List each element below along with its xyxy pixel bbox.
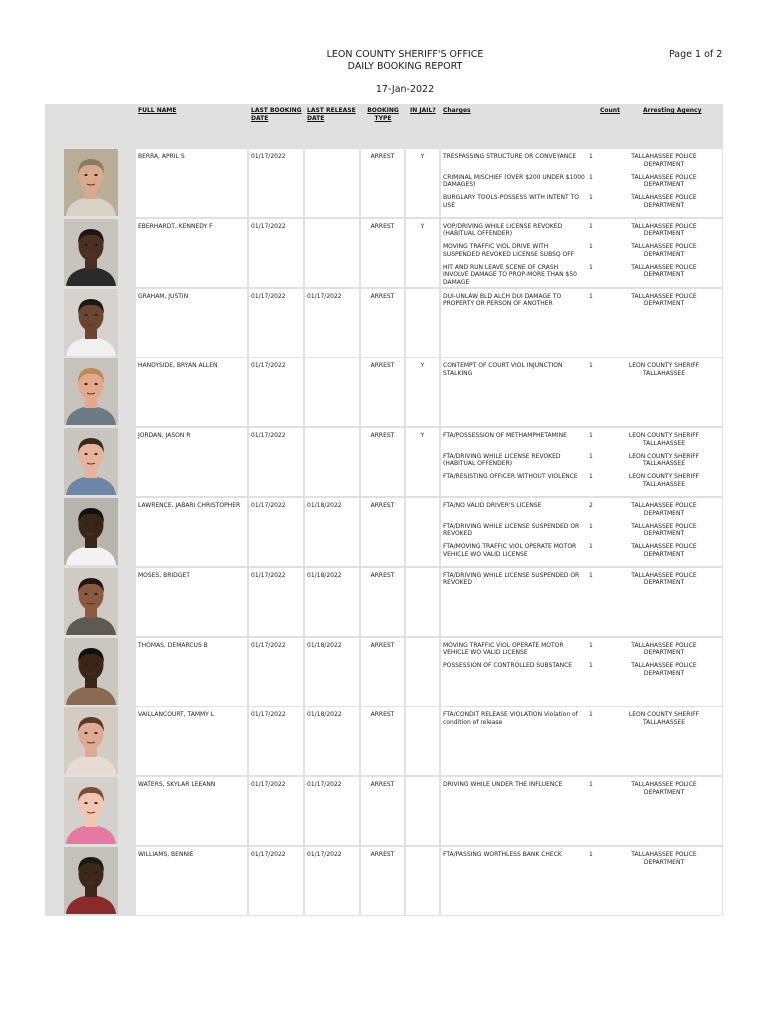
table-row: [45, 357, 723, 427]
mugshot-image: [64, 707, 118, 774]
table-row: [45, 427, 723, 497]
in-jail-cell: [406, 149, 439, 217]
photo-left-eye: [84, 314, 87, 316]
full-name-cell: [136, 428, 247, 496]
office-name: LEON COUNTY SHERIFF'S OFFICE: [326, 49, 484, 60]
report-date: 17-Jan-2022: [375, 84, 435, 95]
arresting-agency-text: TALLAHASSEE POLICE DEPARTMENT: [631, 522, 697, 537]
charge-count: 1: [589, 263, 593, 271]
charge-text: FTA/RESISTING OFFICER WITHOUT VIOLENCE: [443, 473, 578, 481]
mugshot-photo: [64, 219, 118, 286]
booking-type-text: ARREST: [370, 362, 395, 370]
arresting-agency-text: TALLAHASSEE POLICE DEPARTMENT: [631, 292, 697, 308]
full-name-text: MOSES, BRIDGET: [138, 571, 190, 579]
last-booking-date-cell: [249, 777, 303, 845]
arresting-agency-text: LEON COUNTY SHERIFF TALLAHASSEE: [628, 711, 700, 726]
full-name-text: VAILLANCOURT, TAMMY L: [138, 711, 215, 719]
last-release-date-text: 01/18/2022: [307, 571, 342, 579]
full-name-cell: [136, 847, 247, 915]
last-booking-date-cell: [249, 707, 303, 775]
charge-count: 1: [589, 543, 593, 550]
mugshot-image: [64, 428, 118, 495]
charge-count: 1: [589, 522, 593, 530]
page-number: Page 1 of 2: [669, 49, 723, 60]
last-booking-date-text: 01/17/2022: [251, 292, 286, 300]
last-booking-date-text: 01/17/2022: [251, 432, 286, 440]
booking-type-cell: [361, 568, 404, 636]
photo-right-eye: [94, 523, 97, 525]
full-name-cell: [136, 707, 247, 775]
charges-cell: [441, 219, 722, 287]
mugshot-image: [64, 847, 118, 914]
full-name-cell: [136, 289, 247, 357]
in-jail-cell: [406, 428, 439, 496]
arresting-agency-text: TALLAHASSEE POLICE DEPARTMENT: [631, 571, 697, 587]
charge-text: MOVING TRAFFIC VIOL OPERATE MOTOR VEHICLE WO VALID LICENSE: [443, 641, 564, 657]
mugshot-image: [64, 289, 118, 356]
charge-text: FTA/DRIVING WHILE LICENSE SUSPENDED OR REVOKED: [443, 571, 580, 587]
last-booking-date-cell: [249, 219, 303, 287]
charges-cell: [441, 428, 722, 496]
full-name-text: HANDYSIDE, BRYAN ALLEN: [138, 362, 218, 370]
full-name-cell: [136, 219, 247, 287]
charge-text: FTA/PASSING WORTHLESS BANK CHECK: [443, 851, 562, 858]
booking-type-cell: [361, 219, 404, 287]
charge-count: 1: [589, 153, 593, 160]
mugshot-image: [64, 777, 118, 844]
booking-type-cell: [361, 289, 404, 357]
charge-count: 1: [589, 711, 593, 719]
last-booking-date-cell: [249, 428, 303, 496]
full-name-text: WILLIAMS, BENNIE: [138, 851, 194, 858]
header-last-release-date: LAST RELEASE DATE: [307, 107, 356, 122]
photo-right-eye: [94, 174, 97, 176]
booking-type-cell: [361, 707, 404, 775]
header-charges: Charges: [443, 107, 471, 114]
booking-type-text: ARREST: [370, 711, 395, 719]
arresting-agency-text: LEON COUNTY SHERIFF TALLAHASSEE: [628, 432, 700, 447]
mugshot-photo: [64, 568, 118, 635]
mugshot-photo: [64, 358, 118, 425]
booking-type-cell: [361, 638, 404, 706]
photo-right-eye: [94, 244, 97, 246]
photo-right-eye: [94, 314, 97, 316]
table-row: [45, 218, 723, 288]
last-release-date-text: 01/18/2022: [307, 641, 342, 649]
charges-cell: [441, 707, 722, 775]
booking-type-text: ARREST: [370, 292, 395, 300]
photo-left-eye: [84, 663, 87, 665]
table-row: [45, 288, 723, 358]
charge-count: 1: [589, 292, 593, 300]
charge-text: BURGLARY TOOLS-POSSESS WITH INTENT TO USE: [443, 194, 579, 209]
last-booking-date-cell: [249, 568, 303, 636]
table-row: [45, 637, 723, 707]
photo-left-eye: [84, 383, 87, 385]
full-name-text: JORDAN, JASON R: [138, 432, 191, 440]
photo-left-eye: [84, 872, 87, 874]
charges-cell: [441, 498, 722, 566]
charge-text: FTA/DRIVING WHILE LICENSE SUSPENDED OR REVOKED: [443, 522, 580, 537]
booking-type-text: ARREST: [370, 851, 395, 858]
charge-text: FTA/POSSESSION OF METHAMPHETAMINE: [443, 432, 567, 440]
full-name-cell: [136, 777, 247, 845]
last-release-date-text: 01/17/2022: [307, 851, 342, 858]
in-jail-cell: [406, 568, 439, 636]
table-row: [45, 567, 723, 637]
charge-count: 1: [589, 641, 593, 649]
photo-left-eye: [84, 453, 87, 455]
full-name-cell: [136, 358, 247, 426]
arresting-agency-text: TALLAHASSEE POLICE DEPARTMENT: [631, 173, 697, 188]
table-row: [45, 148, 723, 218]
last-booking-date-text: 01/17/2022: [251, 502, 286, 509]
booking-type-text: ARREST: [370, 781, 395, 789]
mugshot-image: [64, 149, 118, 216]
charge-text: POSSESSION OF CONTROLLED SUBSTANCE: [443, 662, 573, 670]
photo-left-eye: [84, 593, 87, 595]
in-jail-cell: [406, 707, 439, 775]
full-name-cell: [136, 498, 247, 566]
full-name-text: BERRA, APRIL S: [138, 153, 185, 160]
last-release-date-cell: [305, 638, 359, 706]
photo-right-eye: [94, 802, 97, 804]
charge-text: CONTEMPT OF COURT VIOL INJUNCTION STALKING: [443, 362, 563, 377]
in-jail-text: Y: [420, 362, 425, 370]
charge-count: 1: [589, 662, 593, 670]
last-booking-date-cell: [249, 149, 303, 217]
arresting-agency-text: TALLAHASSEE POLICE DEPARTMENT: [631, 641, 697, 657]
photo-left-eye: [84, 523, 87, 525]
charge-text: DRIVING WHILE UNDER THE INFLUENCE: [443, 781, 563, 789]
arresting-agency-text: TALLAHASSEE POLICE DEPARTMENT: [631, 502, 697, 517]
charge-count: 1: [589, 452, 593, 460]
charge-text: FTA/MOVING TRAFFIC VIOL OPERATE MOTOR VEHICLE WO VALID LICENSE: [443, 543, 577, 558]
arresting-agency-text: TALLAHASSEE POLICE DEPARTMENT: [631, 851, 697, 866]
booking-type-text: ARREST: [370, 502, 395, 509]
mugshot-image: [64, 568, 118, 635]
last-booking-date-text: 01/17/2022: [251, 153, 286, 160]
charges-cell: [441, 358, 722, 426]
header-arresting-agency: Arresting Agency: [643, 107, 702, 114]
last-release-date-text: 01/17/2022: [307, 292, 342, 300]
last-release-date-cell: [305, 847, 359, 915]
last-release-date-cell: [305, 219, 359, 287]
charges-cell: [441, 568, 722, 636]
header-count: Count: [600, 107, 620, 114]
charges-cell: [441, 638, 722, 706]
booking-table: [45, 104, 723, 916]
last-booking-date-text: 01/17/2022: [251, 641, 286, 649]
booking-type-cell: [361, 777, 404, 845]
photo-right-eye: [94, 663, 97, 665]
charge-count: 1: [589, 432, 593, 440]
report-name: DAILY BOOKING REPORT: [347, 61, 463, 72]
charge-text: MOVING TRAFFIC VIOL DRIVE WITH SUSPENDED REVOKED LICENSE SUBSQ OFF: [443, 243, 575, 258]
charge-text: HIT AND RUN LEAVE SCENE OF CRASH INVOLVE DAMAGE TO PROP-MORE THAN $50 DAMAGE: [443, 263, 577, 286]
in-jail-cell: [406, 498, 439, 566]
arresting-agency-text: LEON COUNTY SHERIFF TALLAHASSEE: [628, 362, 700, 377]
charge-count: 1: [589, 571, 593, 579]
last-release-date-cell: [305, 777, 359, 845]
last-booking-date-text: 01/17/2022: [251, 851, 286, 858]
arresting-agency-text: TALLAHASSEE POLICE DEPARTMENT: [631, 781, 697, 796]
in-jail-cell: [406, 289, 439, 357]
charge-count: 1: [589, 173, 593, 181]
table-row: [45, 706, 723, 776]
arresting-agency-text: TALLAHASSEE POLICE DEPARTMENT: [631, 194, 697, 209]
charge-count: 1: [589, 851, 593, 858]
photo-left-eye: [84, 244, 87, 246]
last-booking-date-cell: [249, 289, 303, 357]
charges-cell: [441, 777, 722, 845]
booking-type-cell: [361, 358, 404, 426]
arresting-agency-text: TALLAHASSEE POLICE DEPARTMENT: [631, 662, 697, 677]
charge-text: FTA/CONDIT RELEASE VIOLATION Violation of condition of release: [443, 711, 578, 726]
table-row: [45, 497, 723, 567]
table-row: [45, 846, 723, 916]
full-name-text: THOMAS, DEMARCUS B: [138, 641, 208, 649]
last-release-date-cell: [305, 568, 359, 636]
last-booking-date-text: 01/17/2022: [251, 781, 286, 789]
charge-text: VOP/DRIVING WHILE LICENSE REVOKED (HABITUAL OFFENDER): [443, 222, 563, 238]
last-booking-date-cell: [249, 638, 303, 706]
charge-text: FTA/NO VALID DRIVER'S LICENSE: [443, 502, 542, 509]
full-name-cell: [136, 568, 247, 636]
booking-type-cell: [361, 498, 404, 566]
charge-count: 1: [589, 222, 593, 230]
charge-text: FTA/DRIVING WHILE LICENSE REVOKED (HABITUAL OFFENDER): [443, 452, 561, 468]
mugshot-image: [64, 638, 118, 705]
photo-right-eye: [94, 593, 97, 595]
in-jail-text: Y: [420, 222, 425, 230]
table-row: [45, 776, 723, 846]
mugshot-photo: [64, 498, 118, 565]
last-release-date-cell: [305, 149, 359, 217]
photo-right-eye: [94, 383, 97, 385]
arresting-agency-text: TALLAHASSEE POLICE DEPARTMENT: [631, 543, 697, 558]
charge-count: 2: [589, 502, 593, 509]
last-booking-date-text: 01/17/2022: [251, 222, 286, 230]
charges-cell: [441, 149, 722, 217]
full-name-text: LAWRENCE, JABARI CHRISTOPHER: [138, 502, 241, 509]
last-release-date-text: 01/17/2022: [307, 781, 342, 789]
in-jail-cell: [406, 777, 439, 845]
in-jail-cell: [406, 847, 439, 915]
mugshot-photo: [64, 847, 118, 914]
full-name-cell: [136, 149, 247, 217]
last-release-date-cell: [305, 289, 359, 357]
mugshot-image: [64, 358, 118, 425]
header-last-booking-date: LAST BOOKING DATE: [251, 107, 302, 122]
last-booking-date-text: 01/17/2022: [251, 711, 286, 719]
mugshot-photo: [64, 149, 118, 216]
arresting-agency-text: TALLAHASSEE POLICE DEPARTMENT: [631, 263, 697, 279]
booking-type-text: ARREST: [370, 222, 395, 230]
in-jail-cell: [406, 219, 439, 287]
mugshot-photo: [64, 289, 118, 356]
full-name-text: WATERS, SKYLAR LEEANN: [138, 781, 216, 789]
header-full-name: FULL NAME: [138, 107, 177, 114]
arresting-agency-text: TALLAHASSEE POLICE DEPARTMENT: [631, 222, 697, 238]
booking-type-text: ARREST: [370, 571, 395, 579]
full-name-text: EBERHARDT, KENNEDY F: [138, 222, 213, 230]
arresting-agency-text: TALLAHASSEE POLICE DEPARTMENT: [631, 153, 697, 168]
charges-cell: [441, 847, 722, 915]
last-release-date-cell: [305, 707, 359, 775]
in-jail-cell: [406, 638, 439, 706]
photo-left-eye: [84, 732, 87, 734]
photo-right-eye: [94, 453, 97, 455]
booking-type-cell: [361, 428, 404, 496]
charge-count: 1: [589, 243, 593, 251]
last-release-date-cell: [305, 428, 359, 496]
mugshot-photo: [64, 428, 118, 495]
mugshot-photo: [64, 707, 118, 774]
mugshot-image: [64, 219, 118, 286]
in-jail-cell: [406, 358, 439, 426]
charge-count: 1: [589, 473, 593, 481]
mugshot-photo: [64, 638, 118, 705]
charge-text: DUI-UNLAW BLD ALCH DUI DAMAGE TO PROPERTY OR PERSON OF ANOTHER: [443, 292, 562, 308]
charges-cell: [441, 289, 722, 357]
mugshot-image: [64, 498, 118, 565]
booking-type-text: ARREST: [370, 153, 395, 160]
last-release-date-text: 01/18/2022: [307, 711, 342, 719]
charge-text: CRIMINAL MISCHIEF (OVER $200 UNDER $1000 DAMAGES): [443, 173, 585, 188]
arresting-agency-text: TALLAHASSEE POLICE DEPARTMENT: [631, 243, 697, 258]
charge-count: 1: [589, 194, 593, 201]
booking-type-text: ARREST: [370, 641, 395, 649]
booking-type-cell: [361, 847, 404, 915]
last-release-date-text: 01/18/2022: [307, 502, 342, 509]
photo-left-eye: [84, 174, 87, 176]
arresting-agency-text: LEON COUNTY SHERIFF TALLAHASSEE: [628, 452, 700, 468]
last-release-date-cell: [305, 358, 359, 426]
charge-count: 1: [589, 781, 593, 789]
last-booking-date-text: 01/17/2022: [251, 571, 286, 579]
last-booking-date-text: 01/17/2022: [251, 362, 286, 370]
last-release-date-cell: [305, 498, 359, 566]
booking-type-text: ARREST: [370, 432, 395, 440]
last-booking-date-cell: [249, 847, 303, 915]
mugshot-photo: [64, 777, 118, 844]
report-title: [0, 49, 768, 73]
header-booking-type: BOOKING TYPE: [367, 107, 399, 122]
full-name-cell: [136, 638, 247, 706]
charge-text: TRESPASSING STRUCTURE OR CONVEYANCE: [443, 153, 577, 160]
in-jail-text: Y: [420, 153, 425, 160]
photo-right-eye: [94, 872, 97, 874]
in-jail-text: Y: [420, 432, 425, 440]
photo-left-eye: [84, 802, 87, 804]
table-header: [45, 104, 723, 148]
photo-right-eye: [94, 732, 97, 734]
charge-count: 1: [589, 362, 593, 370]
last-booking-date-cell: [249, 358, 303, 426]
last-booking-date-cell: [249, 498, 303, 566]
arresting-agency-text: LEON COUNTY SHERIFF TALLAHASSEE: [628, 473, 700, 488]
full-name-text: GRAHAM, JUSTIN: [138, 292, 189, 300]
booking-type-cell: [361, 149, 404, 217]
header-in-jail: IN JAIL?: [410, 107, 436, 114]
